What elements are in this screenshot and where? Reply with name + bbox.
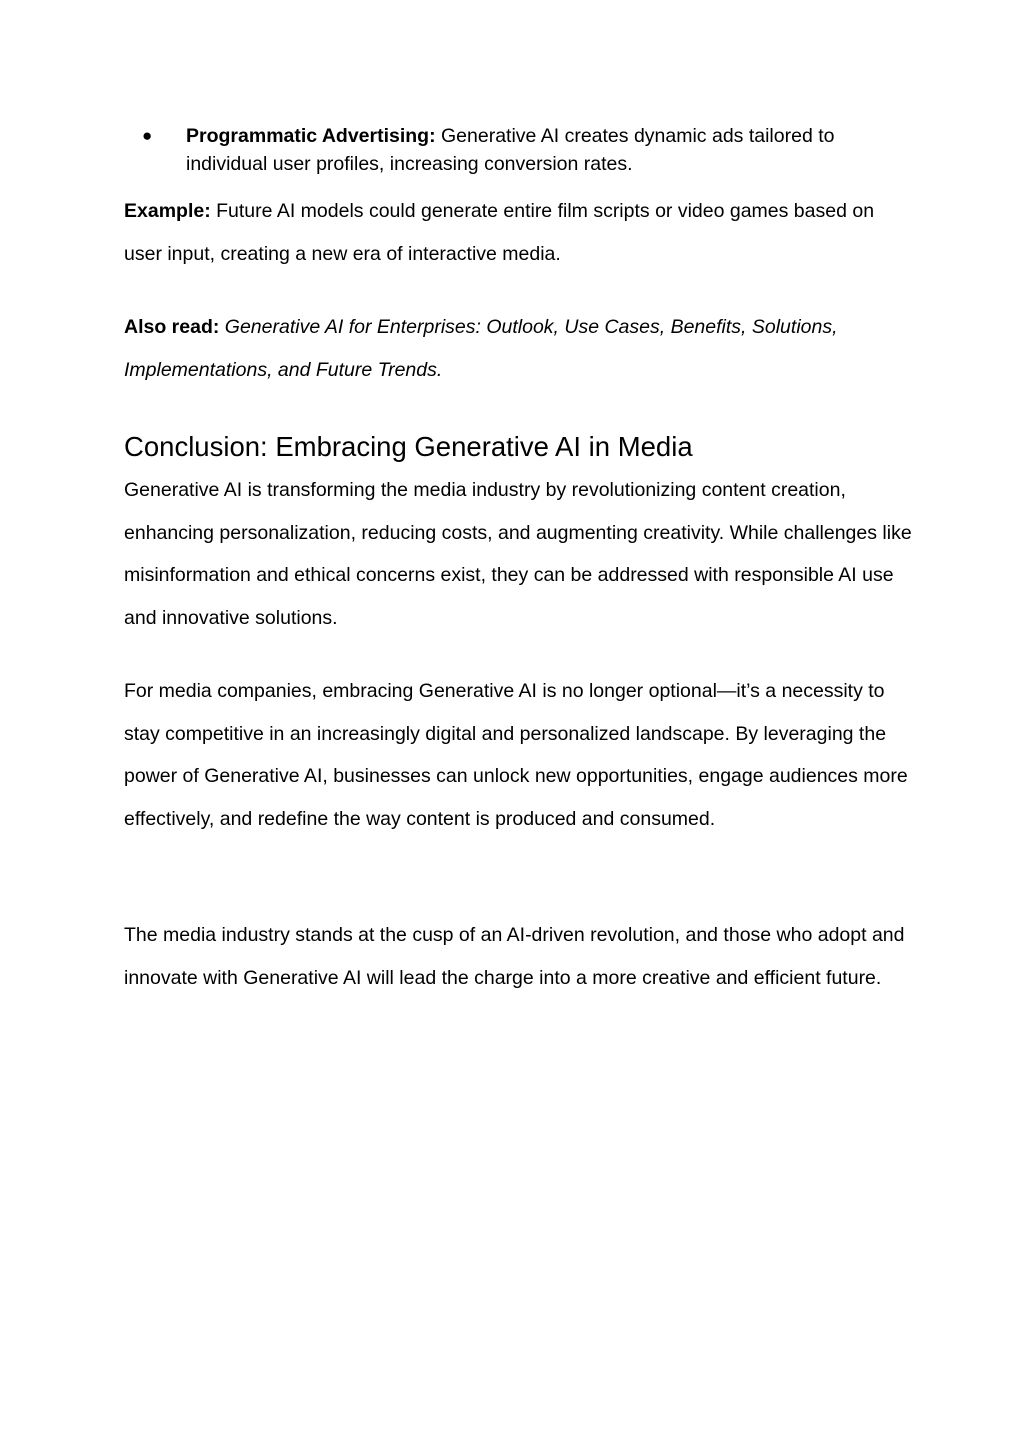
conclusion-paragraph-1: Generative AI is transforming the media industry by revolutionizing content creation, enhancing personalization, reducing costs, and augmenting creativity. While challenges like misinformation and ethical concerns exist, they can be addressed with responsible AI use and innovative solutions. [124,479,912,630]
conclusion-paragraph-2: For media companies, embracing Generative AI is no longer optional—it’s a necessity to stay competitive in an increasingly digital and personalized landscape. By leveraging the power of Generative AI, businesses can unlock new opportunities, engage audiences more effectively, and redefine the way content is produced and consumed. [124,680,908,831]
also-read-label: Also read: [124,316,220,338]
bullet-text: Generative AI creates dynamic ads tailored to individual user profiles, increasing conversion rates. [186,125,835,175]
example-label: Example: [124,200,211,222]
list-item [124,122,904,178]
example-text: Future AI models could generate entire film scripts or video games based on user input, creating a new era of interactive media. [124,200,875,265]
example-paragraph [124,190,914,275]
conclusion-paragraph-3: The media industry stands at the cusp of an AI-driven revolution, and those who adopt and innovate with Generative AI will lead the charge into a more creative and efficient future. [124,924,905,989]
conclusion-heading: Conclusion: Embracing Generative AI in Media [124,431,693,462]
bullet-icon: ● [142,126,153,145]
also-read-link-text: Generative AI for Enterprises: Outlook, Use Cases, Benefits, Solutions, Implementations, and Future Trends. [124,316,838,381]
also-read-paragraph [124,306,914,391]
bullet-term: Programmatic Advertising: [186,125,436,147]
bullet-list [124,122,904,178]
